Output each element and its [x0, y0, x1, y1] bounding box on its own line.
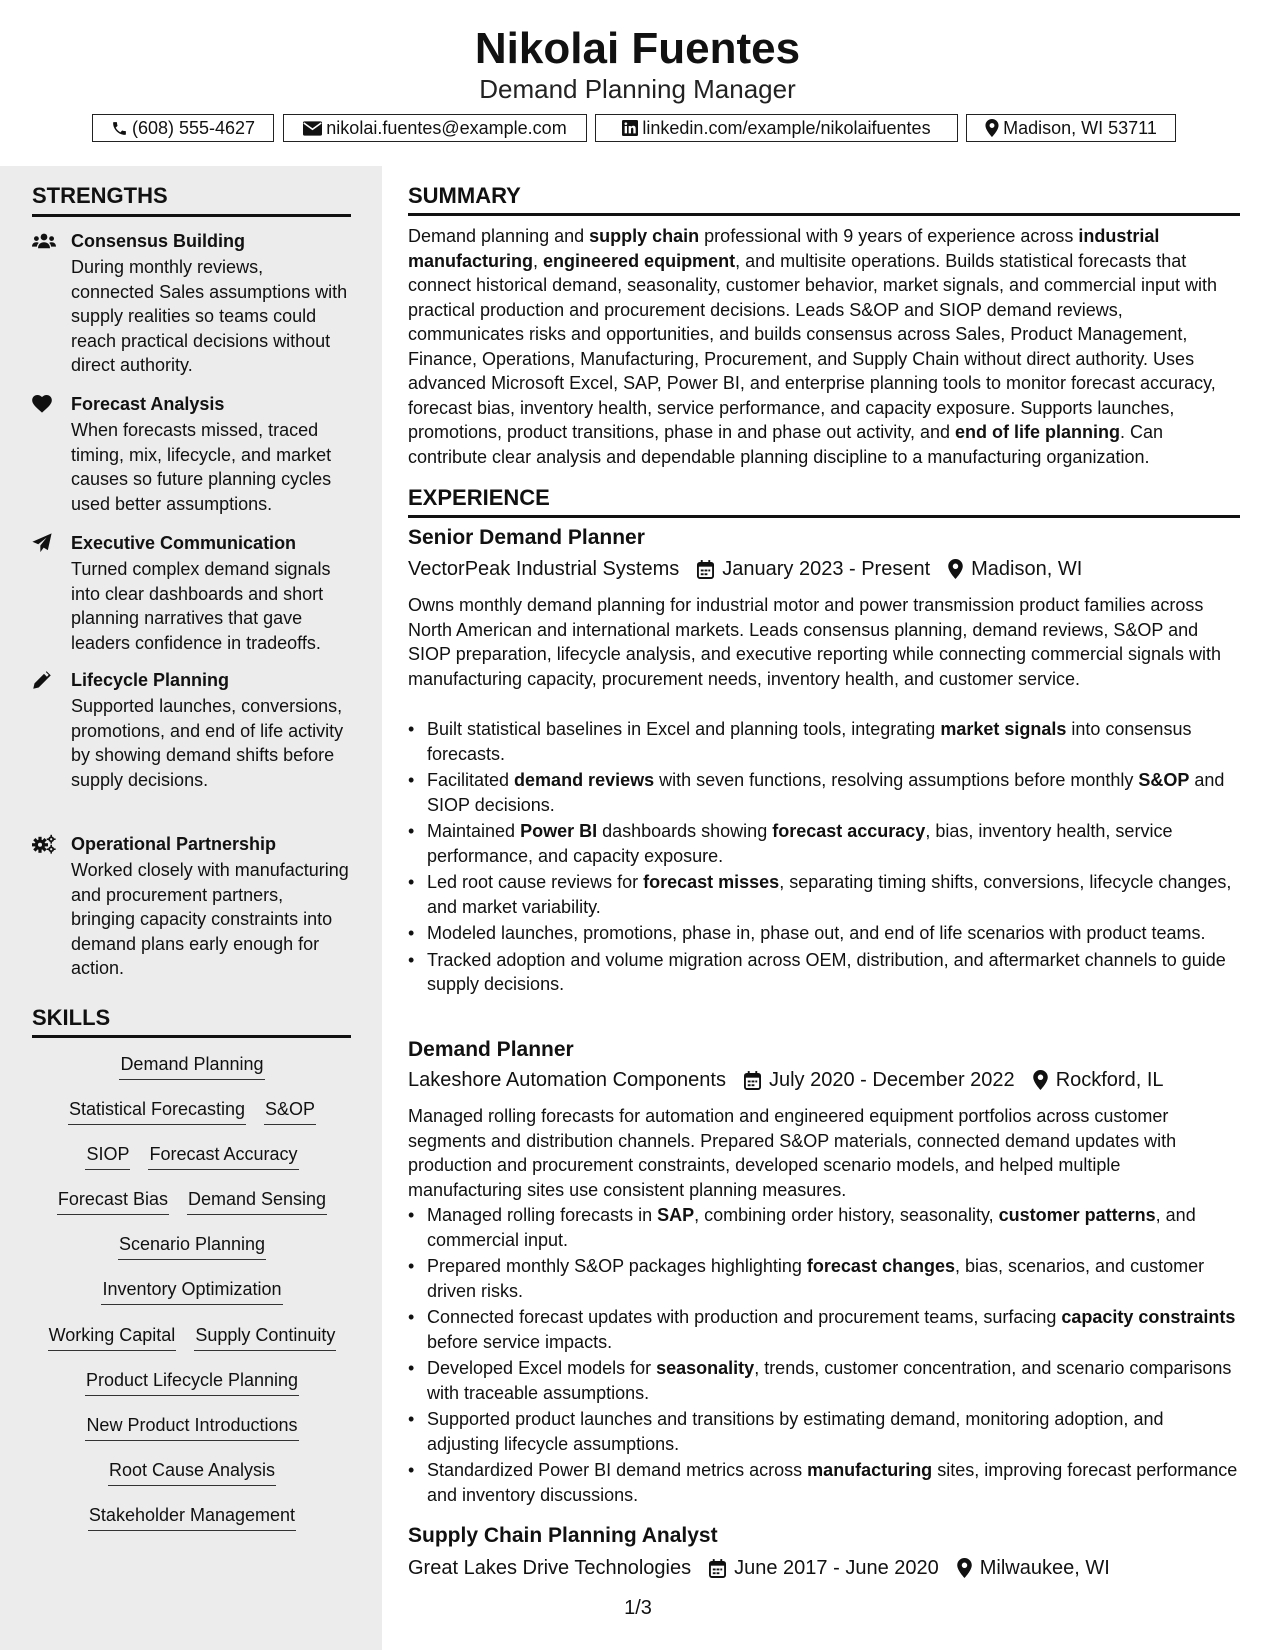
bullet-item — [408, 1254, 1238, 1303]
paper-plane-icon — [32, 533, 56, 553]
text-run: Prepared monthly S&OP packages highlighting — [427, 1256, 807, 1276]
text-run: Managed rolling forecasts in — [427, 1205, 658, 1225]
skill-tag: Root Cause Analysis — [108, 1458, 276, 1486]
skill-tag: Demand Sensing — [187, 1187, 327, 1215]
text-run: before service impacts. — [427, 1331, 613, 1352]
bullet-item — [408, 1203, 1238, 1252]
strength-title: Consensus Building — [71, 231, 246, 251]
text-run: Connected forecast updates with production and procurement teams, surfacing — [427, 1307, 1062, 1327]
job-location: Milwaukee, WI — [979, 1557, 1110, 1579]
bold-text: seasonality — [656, 1358, 755, 1378]
skill-tag: New Product Introductions — [85, 1413, 298, 1441]
bullet-item — [408, 948, 1238, 997]
skills-row — [32, 1232, 352, 1260]
contact-phone[interactable] — [92, 114, 274, 142]
map-marker-icon — [1033, 1070, 1048, 1090]
job-meta — [408, 1066, 1164, 1094]
text-run: , bias, inventory health, service performance, and capacity exposure. — [427, 821, 1173, 866]
skills-heading: SKILLS — [32, 1005, 111, 1030]
job-company: Great Lakes Drive Technologies — [408, 1557, 692, 1579]
summary-heading: SUMMARY — [408, 183, 521, 208]
job-company: VectorPeak Industrial Systems — [408, 558, 680, 580]
job-company: Lakeshore Automation Components — [408, 1069, 726, 1091]
map-marker-icon — [948, 559, 963, 579]
bullet-item — [408, 768, 1238, 817]
bullet-item — [408, 1407, 1238, 1456]
strengths-heading: STRENGTHS — [32, 183, 168, 208]
bold-text: supply chain — [589, 226, 700, 246]
calendar-icon — [709, 1559, 726, 1578]
job-title: Demand Planner — [408, 1038, 574, 1061]
job-location: Rockford, IL — [1055, 1069, 1164, 1091]
text-run: and SIOP decisions. — [427, 770, 1225, 815]
bold-text: forecast misses — [643, 872, 780, 892]
text-run: Standardized Power BI demand metrics across — [427, 1460, 808, 1480]
strength-title: Operational Partnership — [71, 834, 277, 854]
contact-linkedin[interactable] — [595, 114, 958, 142]
skill-tag: Product Lifecycle Planning — [85, 1368, 299, 1396]
bold-text: manufacturing — [807, 1460, 933, 1480]
bold-text: end of life planning — [955, 422, 1120, 442]
summary-text — [408, 224, 1238, 469]
skill-tag: Inventory Optimization — [101, 1277, 282, 1305]
strength-description: When forecasts missed, traced timing, mix, lifecycle, and market causes so future planning cycles used better assumptions. — [71, 420, 332, 514]
skill-tag: Forecast Bias — [57, 1187, 169, 1215]
bullet-item — [408, 1458, 1238, 1507]
strength-description: Turned complex demand signals into clear dashboards and short planning narratives that gave leaders confidence in tradeoffs. — [71, 559, 331, 653]
skill-tag: Demand Planning — [119, 1052, 264, 1080]
phone-icon — [111, 120, 128, 137]
text-run: Demand planning and — [408, 226, 590, 246]
skills-row — [32, 1413, 352, 1441]
calendar-icon — [697, 560, 714, 579]
text-run: Led root cause reviews for — [427, 872, 644, 892]
job-dates: January 2023 - Present — [722, 558, 931, 580]
map-marker-icon — [957, 1558, 972, 1578]
envelope-icon — [303, 121, 322, 136]
gears-icon — [32, 834, 56, 854]
candidate-name: Nikolai Fuentes — [474, 24, 801, 73]
users-icon — [32, 231, 56, 251]
bold-text: S&OP — [1138, 770, 1190, 790]
skills-row — [32, 1142, 352, 1170]
contact-email-text: nikolai.fuentes@example.com — [326, 117, 567, 138]
job-bullets — [408, 717, 1238, 999]
bold-text: capacity constraints — [1061, 1307, 1236, 1327]
text-run: Developed Excel models for — [427, 1358, 657, 1378]
bullet-item — [408, 1305, 1238, 1354]
text-run: Supported product launches and transitions by estimating demand, monitoring adoption, and adjusting lifecycle assumptions. — [427, 1409, 1164, 1454]
skills-row — [32, 1097, 352, 1125]
text-run: , bias, scenarios, and customer driven risks. — [427, 1256, 1205, 1301]
job-dates: July 2020 - December 2022 — [768, 1069, 1015, 1091]
strength-title: Forecast Analysis — [71, 394, 225, 414]
skills-row — [32, 1277, 352, 1305]
text-run: dashboards showing — [597, 821, 773, 841]
job-title: Senior Demand Planner — [408, 526, 645, 549]
pencil-icon — [32, 670, 56, 690]
heart-icon — [32, 394, 56, 414]
contact-linkedin-text: linkedin.com/example/nikolaifuentes — [642, 117, 931, 138]
text-run: into consensus forecasts. — [427, 719, 1192, 764]
job-meta — [408, 1554, 1110, 1582]
skills-row — [32, 1368, 352, 1396]
skill-tag: Stakeholder Management — [88, 1503, 296, 1531]
job-dates: June 2017 - June 2020 — [734, 1557, 939, 1579]
bullet-item — [408, 870, 1238, 919]
text-run: professional with 9 years of experience across — [699, 226, 1079, 246]
bold-text: forecast changes — [806, 1256, 955, 1276]
candidate-title: Demand Planning Manager — [479, 74, 796, 104]
skills-row — [32, 1458, 352, 1486]
skills-divider — [32, 1035, 351, 1038]
map-marker-icon — [985, 119, 999, 137]
skill-tag: Supply Continuity — [194, 1323, 336, 1351]
text-run: Tracked adoption and volume migration across OEM, distribution, and aftermarket channels to guide supply decisions. — [427, 949, 1226, 994]
text-run: , combining order history, seasonality, — [694, 1205, 999, 1225]
job-title: Supply Chain Planning Analyst — [408, 1524, 718, 1547]
text-run: Modeled launches, promotions, phase in, phase out, and end of life scenarios with product teams. — [427, 923, 1206, 943]
contact-location — [966, 114, 1176, 142]
skill-tag: SIOP — [85, 1142, 130, 1170]
bold-text: forecast accuracy — [772, 821, 926, 841]
skill-tag: Statistical Forecasting — [68, 1097, 246, 1125]
contact-phone-text: (608) 555-4627 — [131, 117, 256, 138]
text-run: with seven functions, resolving assumptions before monthly — [654, 770, 1139, 790]
contact-email[interactable] — [283, 114, 587, 142]
skills-row — [32, 1323, 352, 1351]
skill-tag: S&OP — [264, 1097, 316, 1125]
bullet-item — [408, 1356, 1238, 1405]
strength-title: Lifecycle Planning — [71, 670, 230, 690]
text-run: , and multisite operations. Builds statistical forecasts that connect historical demand, seasonality, customer behavior, market signals, and commercial input with practical production and procurement decisions. Leads S&OP and SIOP demand reviews, communicates risks and opportunities, and builds consensus across Sales, Product Management, Finance, Operations, Manufacturing, Procurement, and Supply Chain without direct authority. Uses advanced Microsoft Excel, SAP, Power BI, and enterprise planning tools to monitor forecast accuracy, forecast bias, inventory health, service performance, and capacity exposure. Supports launches, promotions, product transitions, phase in and phase out activity, and — [408, 250, 1218, 442]
skills-row — [32, 1503, 352, 1531]
bold-text: engineered equipment — [543, 250, 736, 271]
text-run: sites, improving forecast performance and inventory discussions. — [427, 1460, 1238, 1505]
job-description: Owns monthly demand planning for industrial motor and power transmission product families across North American and international markets. Leads consensus planning, demand reviews, S&OP and SIOP preparation, lifecycle analysis, and executive reporting while connecting commercial signals with manufacturing capacity, procurement needs, inventory health, and customer service. — [408, 595, 1222, 689]
strength-description: During monthly reviews, connected Sales assumptions with supply realities so teams could reach practical decisions without direct authority. — [71, 257, 348, 375]
skill-tag: Forecast Accuracy — [148, 1142, 298, 1170]
job-meta — [408, 555, 1082, 583]
strengths-divider — [32, 214, 351, 217]
page-number: 1/3 — [624, 1597, 652, 1619]
job-bullets — [408, 1203, 1238, 1509]
text-run: . Can contribute clear analysis and dependable planning discipline to a manufacturing organization. — [408, 422, 1164, 467]
bold-text: customer patterns — [998, 1205, 1156, 1225]
bold-text: demand reviews — [514, 770, 655, 790]
skills-row — [32, 1052, 352, 1080]
strength-description: Worked closely with manufacturing and procurement partners, bringing capacity constraints into demand plans early enough for action. — [71, 860, 349, 978]
text-run: Maintained — [427, 821, 521, 841]
strength-title: Executive Communication — [71, 533, 297, 553]
summary-divider — [408, 213, 1240, 216]
skill-tag: Working Capital — [48, 1323, 177, 1351]
bold-text: market signals — [940, 719, 1067, 739]
text-run: , and commercial input. — [427, 1205, 1196, 1250]
text-run: Facilitated — [427, 770, 515, 790]
bullet-item — [408, 717, 1238, 766]
calendar-icon — [744, 1071, 761, 1090]
job-description: Managed rolling forecasts for automation and engineered equipment portfolios across customer segments and distribution channels. Prepared S&OP materials, connected demand updates with production and procurement constraints, developed scenario models, and helped multiple manufacturing sites use consistent planning measures. — [408, 1106, 1177, 1200]
experience-heading: EXPERIENCE — [408, 485, 550, 510]
text-run: Built statistical baselines in Excel and planning tools, integrating — [427, 719, 941, 739]
experience-divider — [408, 515, 1240, 518]
bold-text: industrial manufacturing — [408, 226, 1160, 271]
contact-location-text: Madison, WI 53711 — [1003, 117, 1157, 138]
bullet-item — [408, 921, 1238, 946]
text-run: , — [533, 250, 544, 271]
skill-tag: Scenario Planning — [118, 1232, 266, 1260]
text-run: , separating timing shifts, conversions, lifecycle changes, and market variability. — [427, 872, 1232, 917]
bullet-item — [408, 819, 1238, 868]
skills-row — [32, 1187, 352, 1215]
bold-text: Power BI — [520, 821, 598, 841]
job-location: Madison, WI — [971, 558, 1083, 580]
text-run: , trends, customer concentration, and scenario comparisons with traceable assumptions. — [427, 1358, 1232, 1403]
linkedin-icon — [622, 120, 638, 136]
strength-description: Supported launches, conversions, promotions, and end of life activity by showing demand shifts before supply decisions. — [71, 696, 344, 790]
bold-text: SAP — [657, 1205, 695, 1225]
